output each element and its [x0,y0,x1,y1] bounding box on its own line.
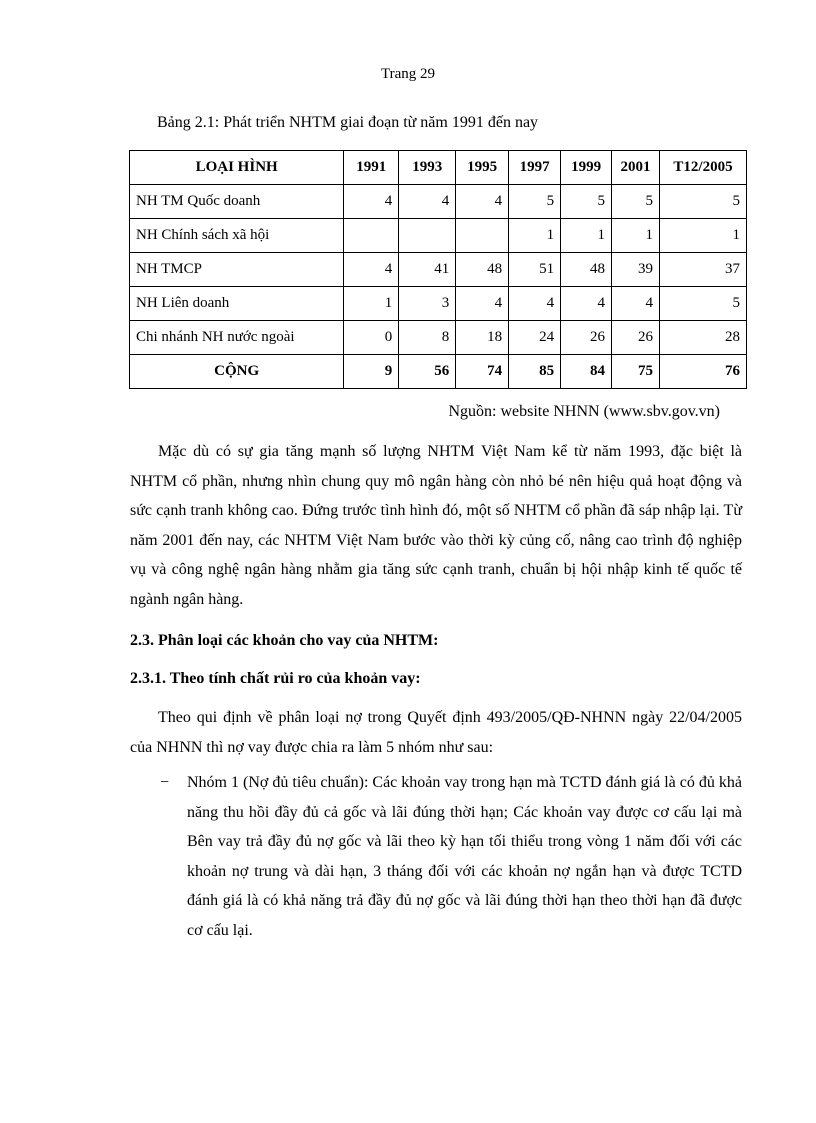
table-cell: 4 [399,185,456,219]
table-cell: 3 [399,287,456,321]
table-cell: 24 [509,321,561,355]
table-row [130,287,747,321]
header-cell: 1995 [456,151,509,185]
row-label: Chi nhánh NH nước ngoài [130,321,344,355]
bank-development-table [129,150,747,389]
paragraph-text: Theo qui định về phân loại nợ trong Quyết định 493/2005/QĐ-NHNN ngày 22/04/2005 của NHNN thì nợ vay được chia ra làm 5 nhóm như sau: [130,709,742,756]
page-number: Trang 29 [380,66,436,82]
table-cell: 39 [612,253,660,287]
row-label: NH TM Quốc doanh [130,185,344,219]
total-cell: 84 [561,355,612,389]
table-caption: Bảng 2.1: Phát triển NHTM giai đoạn từ năm 1991 đến nay [157,114,539,131]
paragraph-regulation [130,703,742,762]
table-cell: 48 [456,253,509,287]
header-cell: 1991 [344,151,399,185]
table-row [130,185,747,219]
table-cell: 4 [456,185,509,219]
paragraph-text: Mặc dù có sự gia tăng mạnh số lượng NHTM Việt Nam kể từ năm 1993, đặc biệt là NHTM cổ phần, nhưng nhìn chung quy mô ngân hàng còn nhỏ bé nên hiệu quả hoạt động và sức cạnh tranh không cao. Đứng trước tình hình đó, một số NHTM cổ phần đã sáp nhập lại. Từ năm 2001 đến nay, các NHTM Việt Nam bước vào thời kỳ củng cố, nâng cao trình độ nghiệp vụ và công nghệ ngân hàng nhằm gia tăng sức cạnh tranh, chuẩn bị hội nhập kinh tế quốc tế ngành ngân hàng. [130,443,742,608]
table-cell [399,219,456,253]
header-cell: 1993 [399,151,456,185]
header-cell: LOẠI HÌNH [130,151,344,185]
bullet-text: Nhóm 1 (Nợ đủ tiêu chuẩn): Các khoản vay trong hạn mà TCTD đánh giá là có đủ khả năng thu hồi đầy đủ cả gốc và lãi đúng thời hạn; Các khoản vay được cơ cấu lại mà Bên vay trả đầy đủ nợ gốc và lãi theo kỳ hạn tối thiểu trong vòng 1 năm đối với các khoản nợ trung và dài hạn, 3 tháng đối với các khoản nợ ngắn hạn và được TCTD đánh giá là có khả năng trả đầy đủ nợ gốc và lãi đúng thời hạn theo thời hạn đã được cơ cấu lại. [187,774,742,939]
table-cell: 1 [561,219,612,253]
table-cell: 5 [612,185,660,219]
table-cell: 51 [509,253,561,287]
header-cell: 1999 [561,151,612,185]
table-header-row [130,151,747,185]
total-cell: 76 [660,355,747,389]
table-cell: 4 [561,287,612,321]
table-cell [344,219,399,253]
total-cell: 85 [509,355,561,389]
bullet-item-group-1 [160,768,742,945]
total-cell: 74 [456,355,509,389]
header-cell: 2001 [612,151,660,185]
table-cell: 37 [660,253,747,287]
bullet-dash: − [160,774,170,791]
table-cell [456,219,509,253]
total-cell: 75 [612,355,660,389]
section-heading: 2.3. Phân loại các khoản cho vay của NHTM: [130,632,439,649]
total-cell: 9 [344,355,399,389]
table-total-row [130,355,747,389]
table-cell: 1 [660,219,747,253]
table-row [130,253,747,287]
row-label: NH Liên doanh [130,287,344,321]
table-cell: 28 [660,321,747,355]
table-cell: 1 [344,287,399,321]
table-cell: 4 [456,287,509,321]
row-label: NH TMCP [130,253,344,287]
table-cell: 5 [660,185,747,219]
header-cell: 1997 [509,151,561,185]
table-cell: 5 [660,287,747,321]
total-cell: 56 [399,355,456,389]
table-cell: 4 [344,253,399,287]
table-cell: 4 [612,287,660,321]
row-label: NH Chính sách xã hội [130,219,344,253]
table-cell: 1 [509,219,561,253]
table-cell: 41 [399,253,456,287]
header-cell: T12/2005 [660,151,747,185]
table-cell: 26 [612,321,660,355]
table-cell: 1 [612,219,660,253]
table-cell: 0 [344,321,399,355]
paragraph-growth [130,437,742,614]
table-cell: 26 [561,321,612,355]
table-cell: 5 [561,185,612,219]
table-row [130,321,747,355]
subsection-heading: 2.3.1. Theo tính chất rủi ro của khoản vay: [130,670,421,687]
table-cell: 5 [509,185,561,219]
table-cell: 48 [561,253,612,287]
source-note: Nguồn: website NHNN (www.sbv.gov.vn) [448,403,720,420]
total-label: CỘNG [130,355,344,389]
table-cell: 18 [456,321,509,355]
table-cell: 4 [344,185,399,219]
table-cell: 8 [399,321,456,355]
table-row [130,219,747,253]
table-cell: 4 [509,287,561,321]
